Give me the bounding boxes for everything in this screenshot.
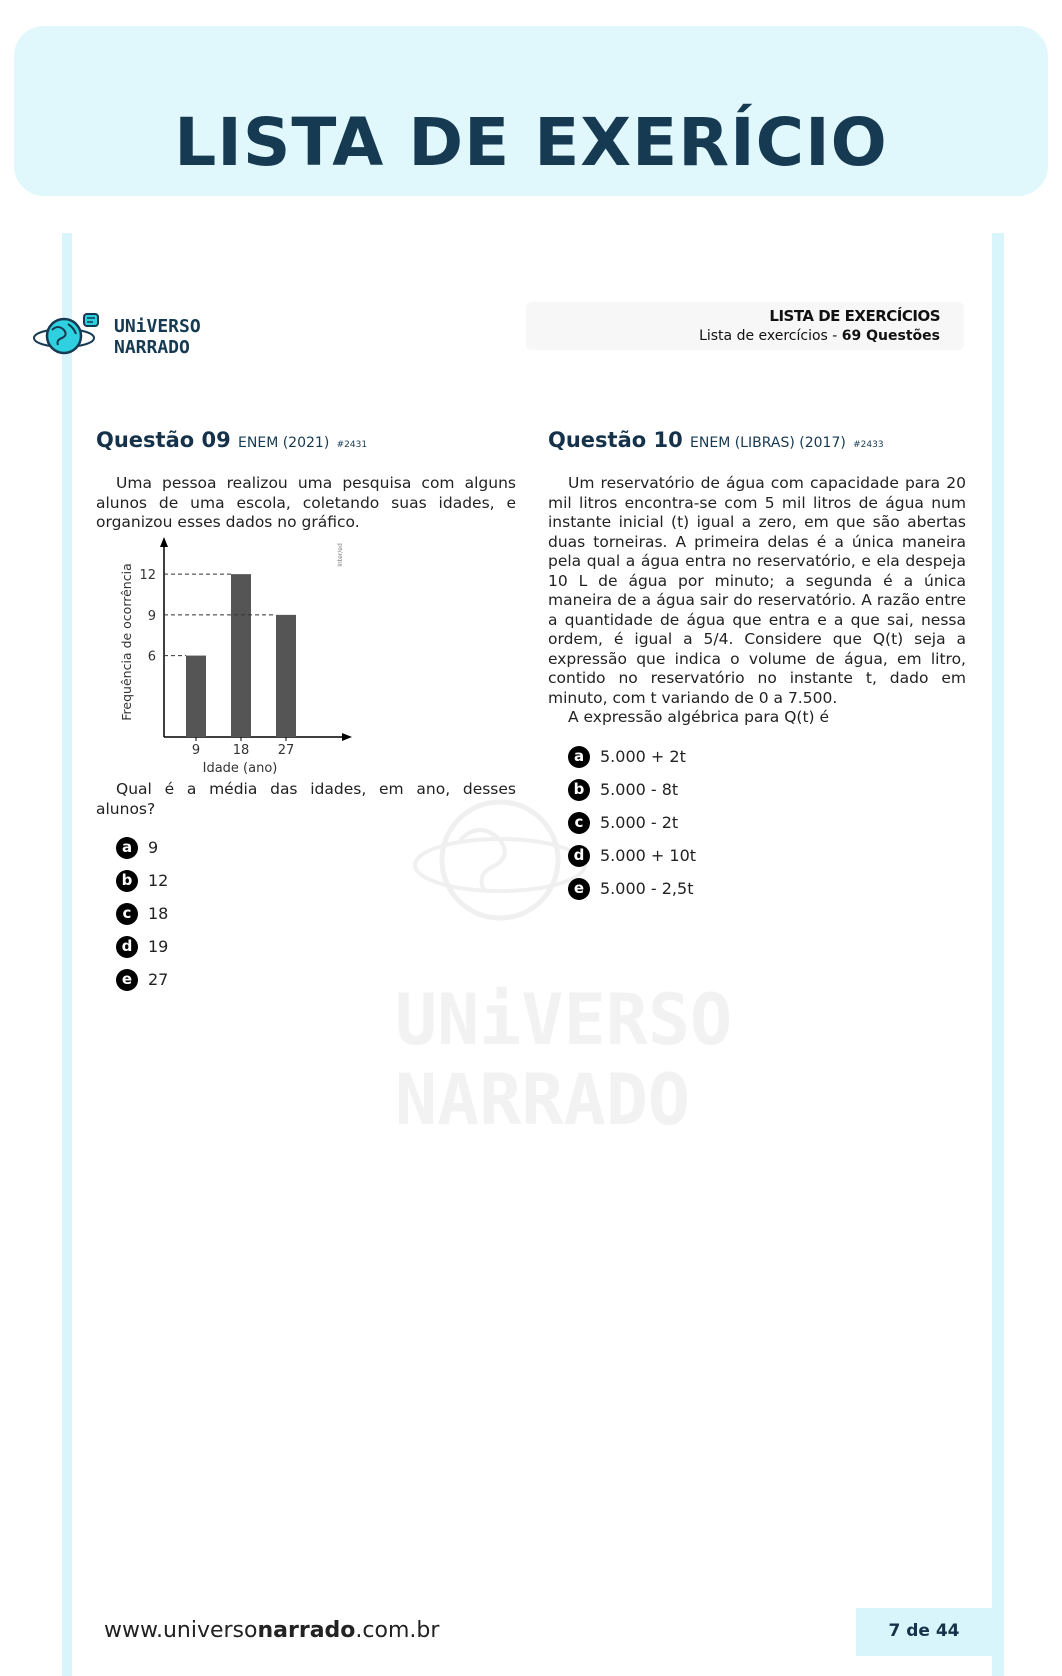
y-tick-label-9: 9 [147, 608, 156, 624]
page-indicator [856, 1608, 992, 1656]
option-letter-badge: a [568, 746, 590, 768]
header-subtitle-prefix: Lista de exercícios - [699, 328, 842, 344]
age-frequency-bar-chart [112, 535, 352, 780]
option-text: 18 [148, 904, 169, 923]
document-header [526, 302, 964, 350]
q09-option-e[interactable] [116, 963, 168, 996]
question-10-code: #2433 [853, 440, 884, 450]
y-tick-label-6: 6 [147, 649, 156, 665]
q09-option-a[interactable] [116, 831, 168, 864]
question-10-source: ENEM (LIBRAS) (2017) [690, 435, 846, 451]
x-axis-arrow [342, 733, 352, 741]
question-09-options [116, 831, 168, 996]
question-09-source: ENEM (2021) [238, 435, 330, 451]
logo-line-2: NARRADO [114, 337, 190, 358]
option-text: 12 [148, 871, 169, 890]
option-text: 27 [148, 970, 169, 989]
x-tick-label-18: 18 [232, 743, 250, 758]
option-letter-badge: e [568, 878, 590, 900]
question-10-statement: Um reservatório de água com capacidade para 20 mil litros encontra-se com 5 mil litros de água num instante inicial (t) igual a zero, em que são abertas duas torneiras. A primeira delas é a única maneira pela qual a água entra no reservatório, e ela despeja 10 L de água por minuto; a segunda é a única maneira de a água sair do reservatório. A razão entre a quantidade de água que entra e a que sai, nessa ordem, é igual a 5/4. Considere que Q(t) seja a expressão que indica o volume de água, em litro, contido no reservatório no instante t, dado em minuto, com t variando de 0 a 7.500. [548, 474, 966, 707]
universo-narrado-logo [32, 312, 201, 362]
option-letter-badge: a [116, 837, 138, 859]
footer-url-suffix: .com.br [355, 1618, 440, 1643]
question-09-statement: Uma pessoa realizou uma pesquisa com alguns alunos de uma escola, coletando suas idades, e organizou esses dados no gráfico. [96, 474, 516, 531]
footer-url-bold: narrado [257, 1618, 356, 1643]
y-axis-arrow [160, 537, 168, 547]
header-title: LISTA DE EXERCÍCIOS [769, 307, 940, 325]
y-axis-label: Frequência de ocorrência [119, 563, 134, 721]
q10-option-e[interactable] [568, 872, 696, 905]
option-letter-badge: d [116, 936, 138, 958]
x-tick-label-27: 27 [277, 743, 295, 758]
option-letter-badge: d [568, 845, 590, 867]
q09-option-b[interactable] [116, 864, 168, 897]
option-letter-badge: b [568, 779, 590, 801]
option-text: 5.000 - 8t [600, 780, 679, 799]
watermark-line-1: UNiVERSO [395, 979, 733, 1061]
q10-option-d[interactable] [568, 839, 696, 872]
option-text: 5.000 + 2t [600, 747, 686, 766]
question-09-number: Questão 09 [96, 428, 231, 452]
header-subtitle [699, 328, 940, 344]
watermark-wordmark [395, 980, 732, 1140]
bar-27 [276, 615, 296, 737]
bar-9 [186, 656, 206, 737]
option-letter-badge: e [116, 969, 138, 991]
option-letter-badge: c [116, 903, 138, 925]
bar-18 [231, 574, 251, 737]
option-letter-badge: c [568, 812, 590, 834]
x-tick-label-9: 9 [191, 743, 201, 758]
question-10-title [548, 428, 884, 452]
x-axis-label: Idade (ano) [202, 761, 278, 776]
question-10-prompt: A expressão algébrica para Q(t) é [568, 708, 830, 726]
question-09-prompt: Qual é a média das idades, em ano, desses alunos? [96, 780, 516, 818]
footer-url-prefix: www.universo [104, 1618, 258, 1643]
page-number: 7 de 44 [888, 1621, 960, 1641]
option-text: 19 [148, 937, 169, 956]
globe-logo-icon [32, 312, 110, 362]
q10-option-c[interactable] [568, 806, 696, 839]
logo-wordmark [114, 316, 201, 358]
question-09-code: #2431 [336, 440, 368, 450]
chart-credit: Inter/ed [337, 543, 344, 567]
option-text: 5.000 - 2t [600, 813, 679, 832]
header-question-count: 69 Questões [841, 328, 940, 344]
logo-line-1: UNiVERSO [114, 316, 201, 337]
title-banner [14, 26, 1048, 196]
option-text: 9 [148, 838, 159, 857]
question-09-title [96, 428, 367, 452]
y-tick-label-12: 12 [139, 568, 156, 584]
option-letter-badge: b [116, 870, 138, 892]
right-rail [992, 233, 1004, 1676]
q09-option-d[interactable] [116, 930, 168, 963]
watermark-line-2: NARRADO [395, 1059, 691, 1141]
q10-option-a[interactable] [568, 740, 696, 773]
left-rail [62, 233, 72, 1676]
question-10-options [568, 740, 696, 905]
option-text: 5.000 + 10t [600, 846, 697, 865]
option-text: 5.000 - 2,5t [600, 879, 694, 898]
q10-option-b[interactable] [568, 773, 696, 806]
page-title: LISTA DE EXERÍCIO [174, 104, 888, 181]
footer-website-link[interactable] [104, 1618, 439, 1643]
question-10-number: Questão 10 [548, 428, 683, 452]
q09-option-c[interactable] [116, 897, 168, 930]
